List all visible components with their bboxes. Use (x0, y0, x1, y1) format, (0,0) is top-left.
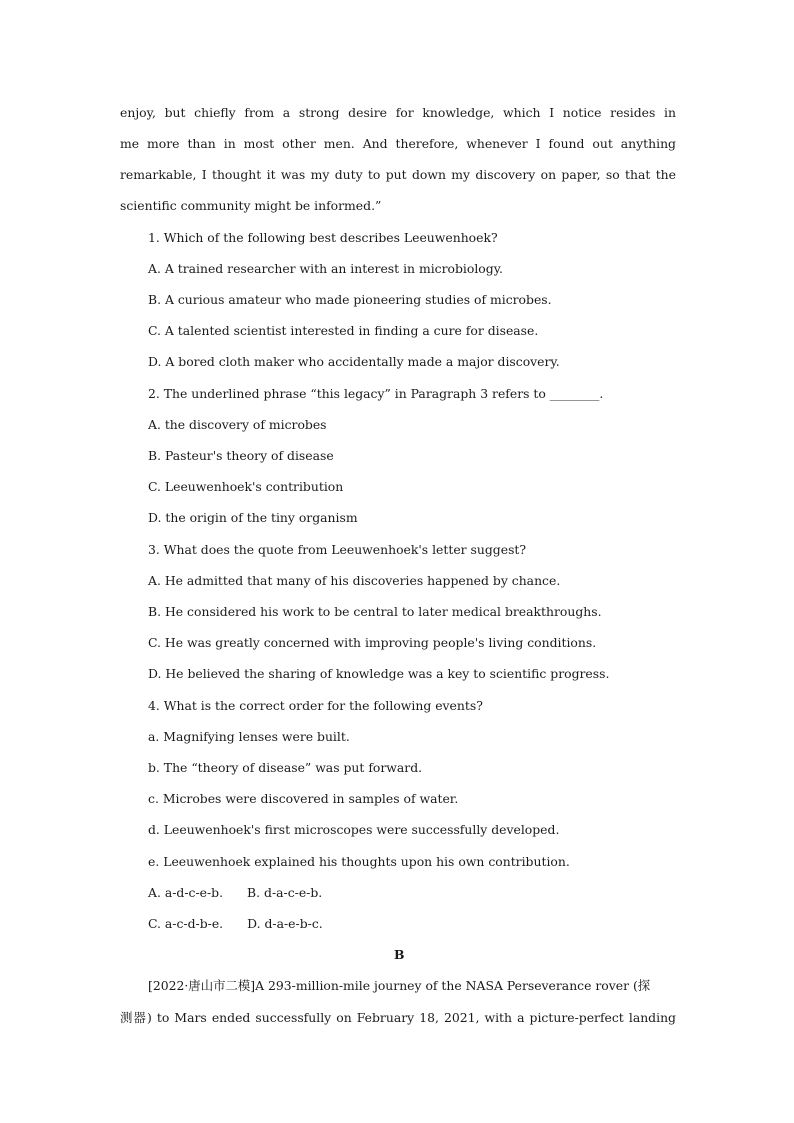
question-4-option-b: B. d-a-c-e-b. (247, 885, 323, 900)
section-b-line: 测器) to Mars ended successfully on February 18, 2021, with a picture-perfect landing (120, 1010, 676, 1025)
section-title: B (394, 947, 405, 962)
passage-line: me more than in most other men. And therefore, whenever I found out anything (120, 136, 676, 151)
passage-line: scientific community might be informed.” (120, 198, 382, 213)
passage-line: enjoy, but chiefly from a strong desire for knowledge, which I notice resides in (120, 105, 676, 120)
question-2-stem: 2. The underlined phrase “this legacy” in Paragraph 3 refers to ________. (148, 386, 604, 401)
question-4-event-d: d. Leeuwenhoek's first microscopes were successfully developed. (148, 822, 560, 837)
question-1-option-a: A. A trained researcher with an interest in microbiology. (148, 261, 503, 276)
question-3-option-d: D. He believed the sharing of knowledge was a key to scientific progress. (148, 666, 610, 681)
question-4-event-e: e. Leeuwenhoek explained his thoughts upon his own contribution. (148, 854, 570, 869)
question-2-option-b: B. Pasteur's theory of disease (148, 448, 334, 463)
question-1-stem: 1. Which of the following best describes Leeuwenhoek? (148, 230, 498, 245)
question-4-stem: 4. What is the correct order for the following events? (148, 698, 483, 713)
question-3-option-c: C. He was greatly concerned with improving people's living conditions. (148, 635, 597, 650)
question-4-option-a: A. a-d-c-e-b. (148, 885, 224, 900)
section-b-line: [2022·唐山市二模]A 293-million-mile journey of the NASA Perseverance rover (探 (148, 978, 651, 993)
question-1-option-c: C. A talented scientist interested in finding a cure for disease. (148, 323, 539, 338)
question-1-option-b: B. A curious amateur who made pioneering studies of microbes. (148, 292, 552, 307)
question-4-option-c: C. a-c-d-b-e. (148, 916, 224, 931)
question-1-option-d: D. A bored cloth maker who accidentally made a major discovery. (148, 354, 560, 369)
question-4-options-row-2 (148, 916, 704, 932)
passage-line: remarkable, I thought it was my duty to put down my discovery on paper, so that the (120, 167, 676, 182)
question-3-option-b: B. He considered his work to be central to later medical breakthroughs. (148, 604, 602, 619)
question-2-option-c: C. Leeuwenhoek's contribution (148, 479, 344, 494)
question-2-option-a: A. the discovery of microbes (148, 417, 327, 432)
question-4-option-d: D. d-a-e-b-c. (247, 916, 323, 931)
question-4-options-row-1 (148, 885, 704, 901)
question-3-option-a: A. He admitted that many of his discoveries happened by chance. (148, 573, 561, 588)
question-4-event-b: b. The “theory of disease” was put forward. (148, 760, 423, 775)
question-4-event-a: a. Magnifying lenses were built. (148, 729, 350, 744)
question-3-stem: 3. What does the quote from Leeuwenhoek's letter suggest? (148, 542, 527, 557)
question-2-option-d: D. the origin of the tiny organism (148, 510, 358, 525)
question-4-event-c: c. Microbes were discovered in samples of water. (148, 791, 459, 806)
